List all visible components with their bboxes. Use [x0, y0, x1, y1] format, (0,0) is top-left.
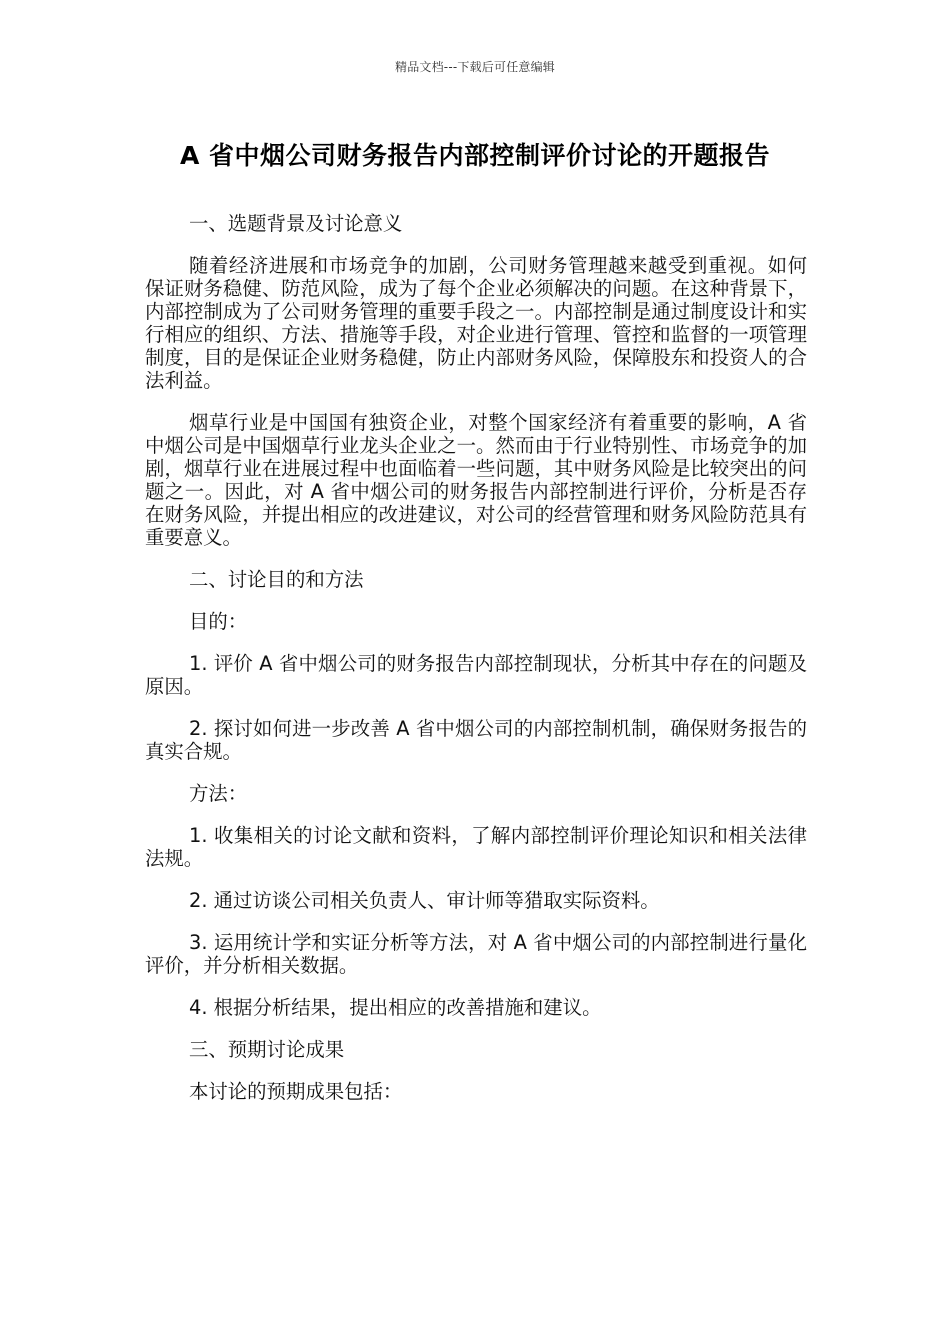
- list-item: 1. 收集相关的讨论文献和资料，了解内部控制评价理论知识和相关法律法规。: [145, 824, 807, 870]
- section-heading-expected-results: 三、预期讨论成果: [189, 1038, 345, 1061]
- section-heading-purpose-method: 二、讨论目的和方法: [189, 568, 364, 591]
- list-item: 2. 通过访谈公司相关负责人、审计师等猎取实际资料。: [189, 889, 660, 912]
- body-paragraph: 随着经济进展和市场竞争的加剧，公司财务管理越来越受到重视。如何保证财务稳健、防范风险，成为了每个企业必须解决的问题。在这种背景下，内部控制成为了公司财务管理的重要手段之一。内部控制是通过制度设计和实行相应的组织、方法、措施等手段，对企业进行管理、管控和监督的一项管理制度，目的是保证企业财务稳健，防止内部财务风险，保障股东和投资人的合法利益。: [145, 254, 807, 392]
- list-item: 2. 探讨如何进一步改善 A 省中烟公司的内部控制机制，确保财务报告的真实合规。: [145, 717, 807, 763]
- subheading-method: 方法：: [189, 782, 248, 805]
- list-item: 1. 评价 A 省中烟公司的财务报告内部控制现状，分析其中存在的问题及原因。: [145, 652, 807, 698]
- list-item: 4. 根据分析结果，提出相应的改善措施和建议。: [189, 996, 602, 1019]
- section-heading-background: 一、选题背景及讨论意义: [189, 212, 403, 235]
- document-body: [145, 212, 807, 1122]
- document-title: A 省中烟公司财务报告内部控制评价讨论的开题报告: [179, 141, 771, 170]
- list-item: 3. 运用统计学和实证分析等方法，对 A 省中烟公司的内部控制进行量化评价，并分析相关数据。: [145, 931, 807, 977]
- body-paragraph: 本讨论的预期成果包括：: [189, 1080, 403, 1103]
- body-paragraph: 烟草行业是中国国有独资企业，对整个国家经济有着重要的影响，A 省中烟公司是中国烟草行业龙头企业之一。然而由于行业特别性、市场竞争的加剧，烟草行业在进展过程中也面临着一些问题，其中财务风险是比较突出的问题之一。因此，对 A 省中烟公司的财务报告内部控制进行评价，分析是否存在财务风险，并提出相应的改进建议，对公司的经营管理和财务风险防范具有重要意义。: [145, 411, 807, 549]
- subheading-purpose: 目的：: [189, 610, 248, 633]
- page-header: 精品文档---下载后可任意编辑: [395, 60, 555, 74]
